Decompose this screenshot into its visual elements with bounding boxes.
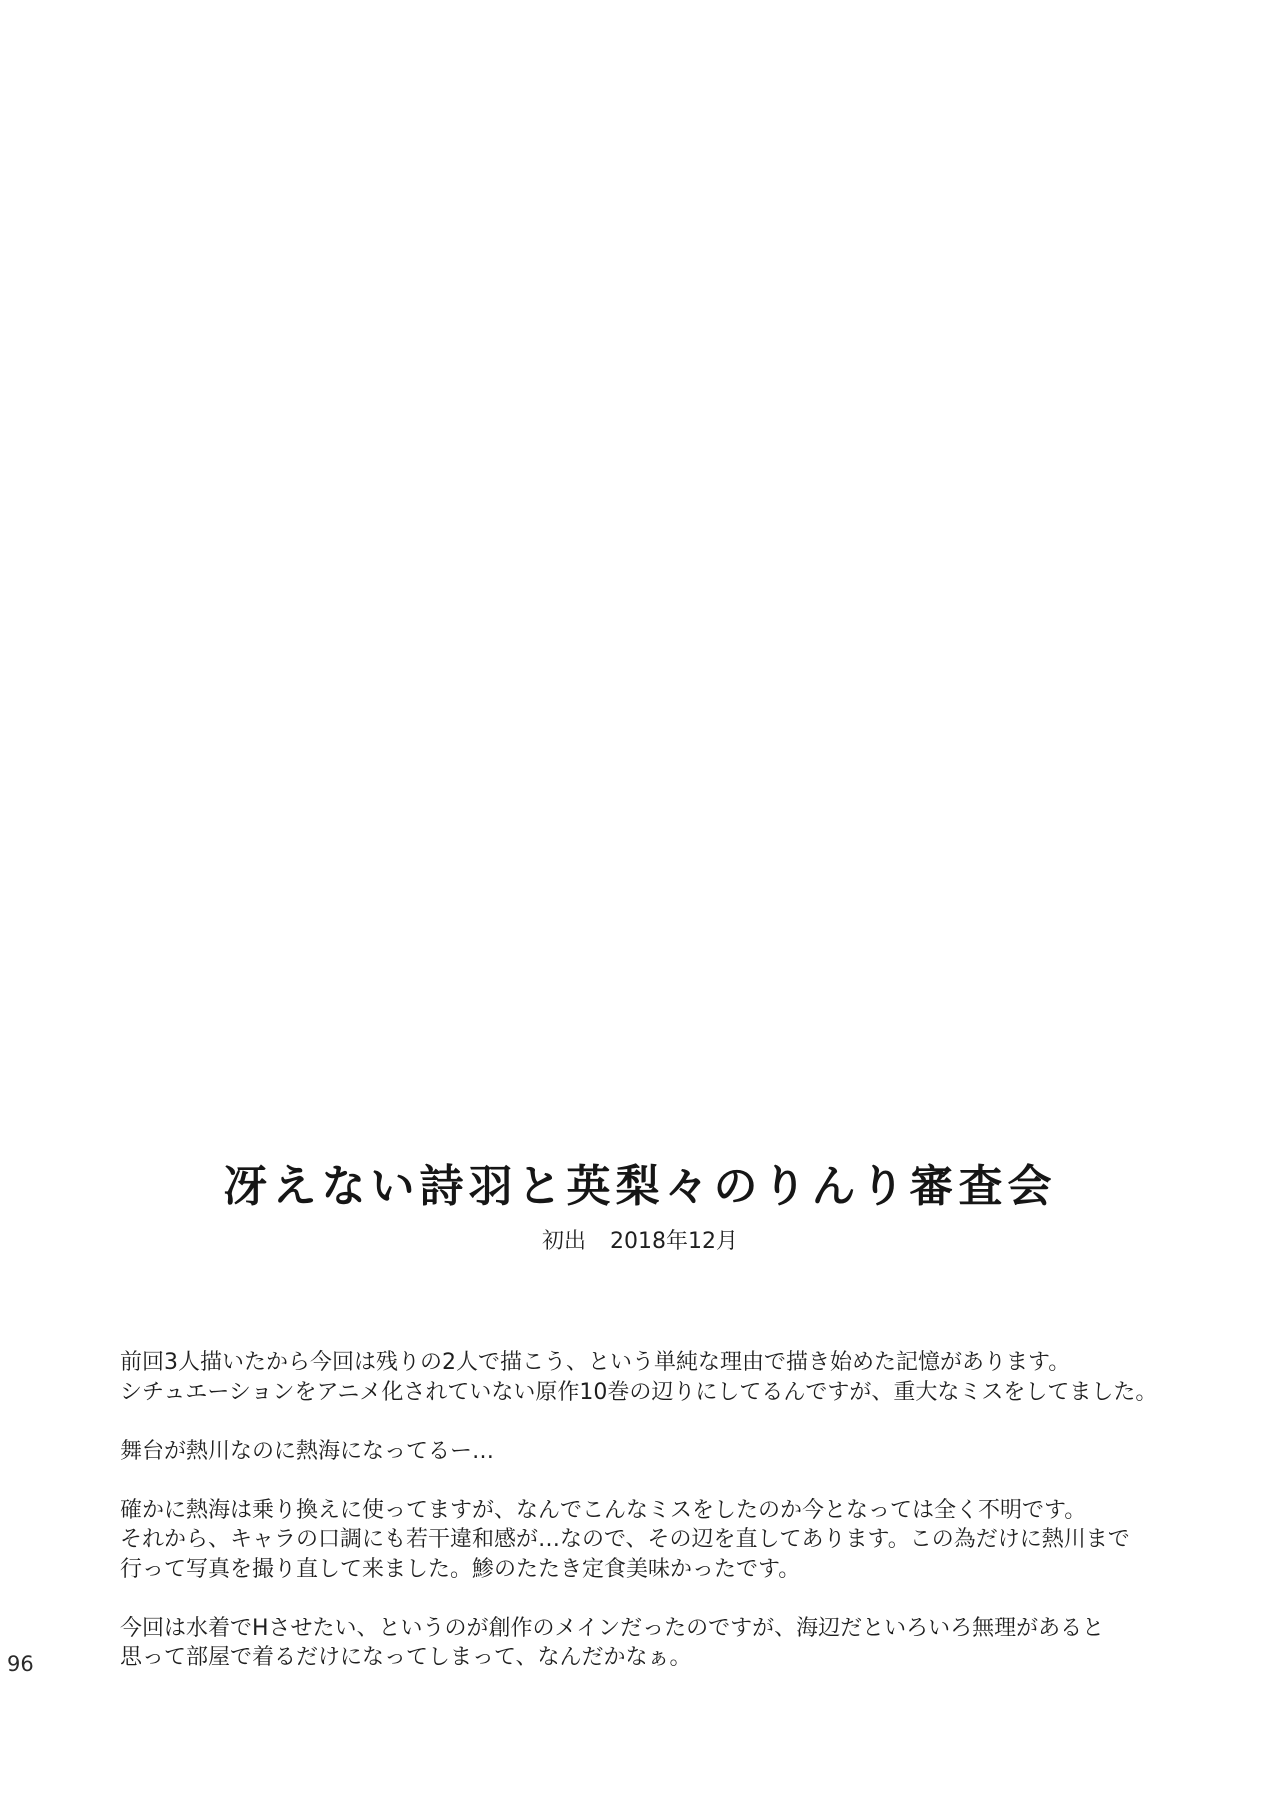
text-line: 前回3人描いたから今回は残りの2人で描こう、という単純な理由で描き始めた記憶があります。 (120, 1350, 1071, 1375)
first-publication-label: 初出 (542, 1229, 587, 1254)
afterword-paragraph (120, 1496, 1180, 1585)
first-publication-date: 2018年12月 (610, 1229, 738, 1254)
text-line: 思って部屋で着るだけになってしまって、なんだかなぁ。 (120, 1645, 692, 1670)
text-line: 行って写真を撮り直して来ました。鯵のたたき定食美味かったです。 (120, 1556, 801, 1582)
afterword-text (120, 1348, 1180, 1673)
text-line: 舞台が熱川なのに熱海になってるー… (120, 1438, 495, 1464)
first-publication-note (0, 1224, 1280, 1255)
text-line: それから、キャラの口調にも若干違和感が…なので、その辺を直してあります。この為だけに熱川まで (120, 1527, 1130, 1552)
afterword-paragraph (120, 1614, 1180, 1673)
afterword-paragraph (120, 1348, 1180, 1407)
text-line: 確かに熱海は乗り換えに使ってますが、なんでこんなミスをしたのか今となっては全く不明です。 (120, 1497, 1087, 1523)
afterword-paragraph (120, 1437, 1180, 1467)
page-title: 冴えない詩羽と英梨々のりんり審査会 (223, 1161, 1057, 1212)
page-number: 96 (7, 1652, 34, 1676)
text-line: 今回は水着でHさせたい、というのが創作のメインだったのですが、海辺だといろいろ無理があると (120, 1615, 1105, 1641)
text-line: シチュエーションをアニメ化されていない原作10巻の辺りにしてるんですが、重大なミスをしてました。 (120, 1379, 1158, 1405)
